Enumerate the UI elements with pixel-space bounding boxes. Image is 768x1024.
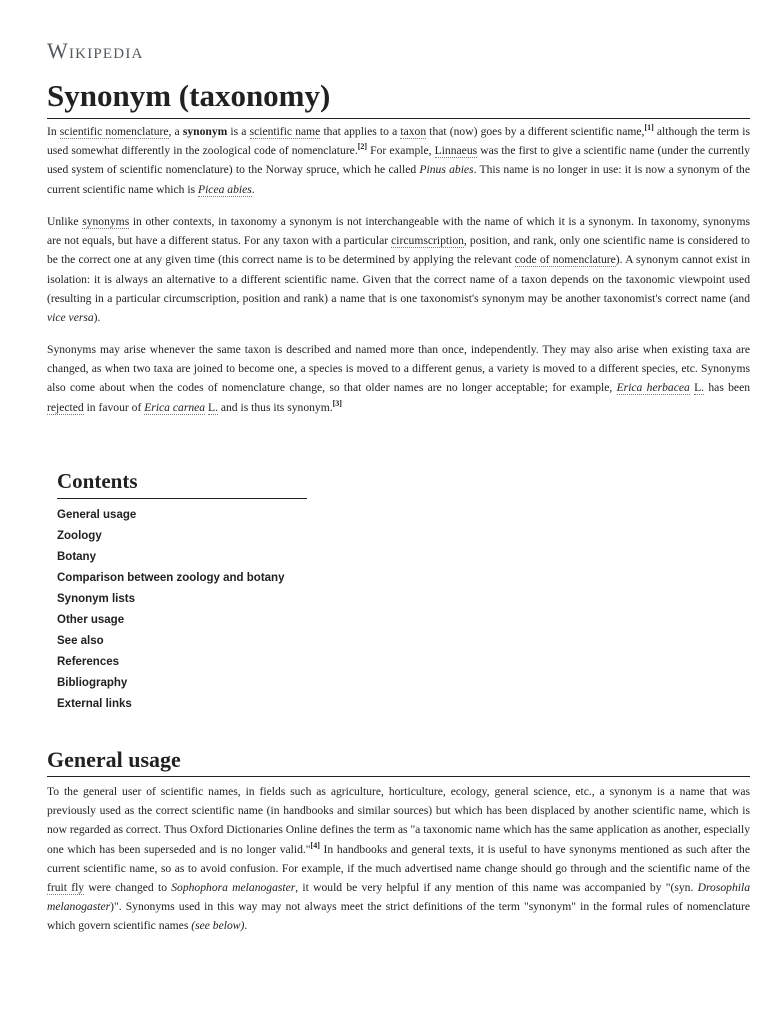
link-linnaeus-abbrev-1[interactable]: L. [694, 381, 705, 395]
section-heading-general-usage: General usage [47, 744, 750, 777]
citation-4[interactable]: [4] [310, 840, 320, 850]
toc-item-external-links[interactable]: External links [57, 698, 132, 710]
general-usage-paragraph: To the general user of scientific names, in fields such as agriculture, horticulture, ecology, general science, etc., a synonym is a name that was previously used as the correct scientific name (in handbooks and similar sources) but which has been displaced by another scientific name, which is now regarded as correct. Thus Oxford Dictionaries Online defines the term as "a taxonomic name which has the same application as another, especially one which has been superseded and is no longer valid."[4] In handbooks and general texts, it is useful to have synonyms mentioned as such after the current scientific name, so as to avoid confusion. For example, if the much advertised name change should go through and the scientific name of the fruit fly were changed to Sophophora melanogaster, it would be very helpful if any mention of this name was accompanied by "(syn. Drosophila melanogaster)". Synonyms used in this way may not always meet the strict definitions of the term "synonym" in the formal rules of nomenclature which govern scientific names (see below). [47, 785, 750, 933]
link-picea-abies[interactable]: Picea abies [198, 182, 252, 196]
link-synonyms[interactable]: synonyms [82, 215, 130, 228]
citation-3[interactable]: [3] [332, 398, 342, 408]
intro-paragraph-2: Unlike synonyms in other contexts, in taxonomy a synonym is not interchangeable with the name of which it is a synonym. In taxonomy, synonyms are not equals, but have a different status. For any taxon with a particular circumscription, position, and rank, only one scientific name is considered to be the correct one at any given time (this correct name is to be determined by applying the relevant code of nomenclature). A synonym cannot exist in isolation: it is always an alternative to a different scientific name. Given that the correct name of a taxon depends on the taxonomic viewpoint used (resulting in a particular circumscription, position and rank) a name that is one taxonomist's synonym may be another taxonomist's correct name (and vice versa). [47, 215, 750, 325]
link-code-of-nomenclature[interactable]: code of nomenclature [514, 253, 616, 267]
link-linnaeus-abbrev-2[interactable]: L. [207, 400, 218, 414]
toc-item-see-also[interactable]: See also [57, 635, 104, 647]
toc-item-comparison[interactable]: Comparison between zoology and botany [57, 572, 285, 584]
link-circumscription[interactable]: circumscription [391, 234, 464, 248]
toc-item-general-usage[interactable]: General usage [57, 509, 137, 521]
intro-paragraph-1: In scientific nomenclature, a synonym is a scientific name that applies to a taxon that (now) goes by a different scientific name,[1] although the term is used somewhat differently in the zoological code of nomenclature.[2] For example, Linnaeus was the first to give a scientific name (under the currently used system of scientific nomenclature) to the Norway spruce, which he called Pinus abies. This name is no longer in use: it is now a synonym of the current scientific name which is Picea abies. [47, 123, 751, 196]
link-scientific-nomenclature[interactable]: scientific nomenclature [59, 125, 169, 138]
toc-title: Contents [57, 466, 307, 499]
intro-paragraph-3: Synonyms may arise whenever the same taxon is described and named more than once, independently. They may also arise when existing taxa are changed, as when two taxa are joined to become one, a species is moved to a different genus, a variety is moved to a different species, etc. Synonyms also come about when the codes of nomenclature change, so that older names are no longer acceptable; for example, Erica herbacea L. has been rejected in favour of Erica carnea L. and is thus its synonym.[3] [47, 343, 751, 414]
toc-item-synonym-lists[interactable]: Synonym lists [57, 593, 135, 605]
citation-2[interactable]: [2] [357, 142, 368, 152]
toc-item-zoology[interactable]: Zoology [57, 530, 102, 542]
link-fruit-fly[interactable]: fruit fly [47, 881, 85, 895]
table-of-contents [57, 466, 307, 715]
link-erica-herbacea[interactable]: Erica herbacea [616, 381, 690, 395]
toc-item-botany[interactable]: Botany [57, 551, 96, 563]
wikipedia-wordmark[interactable]: Wikipedia [47, 38, 144, 63]
link-taxon[interactable]: taxon [400, 125, 427, 138]
citation-1[interactable]: [1] [644, 123, 654, 133]
link-erica-carnea[interactable]: Erica carnea [144, 400, 206, 414]
toc-item-other-usage[interactable]: Other usage [57, 614, 125, 626]
toc-list [57, 505, 307, 715]
link-linnaeus[interactable]: Linnaeus [434, 144, 478, 158]
toc-item-references[interactable]: References [57, 656, 120, 668]
page-title: Synonym (taxonomy) [47, 76, 750, 119]
link-scientific-name[interactable]: scientific name [249, 125, 321, 138]
link-rejected[interactable]: rejected [47, 400, 84, 414]
term-synonym: synonym [182, 125, 228, 138]
toc-item-bibliography[interactable]: Bibliography [57, 677, 128, 689]
